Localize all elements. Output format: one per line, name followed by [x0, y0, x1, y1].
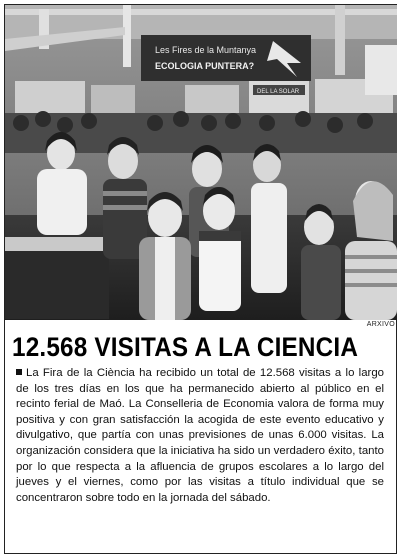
booth-sign: DEL LA SOLAR — [257, 89, 300, 95]
crowd-photo-illustration — [5, 5, 397, 320]
news-photo — [5, 5, 397, 320]
banner-line-2: ECOLOGIA PUNTERA? — [155, 61, 255, 71]
photo-credit: ARXIVO — [366, 321, 395, 328]
banner-line-1: Les Fires de la Muntanya — [155, 45, 257, 55]
article-body-text: La Fira de la Ciència ha recibido un total de 12.568 visitas a lo largo de los tres días en los que ha permanecido abierto al público en el recinto ferial de Maó. La Conselleria de Economia valora de forma muy positiva y con gran satisfacción la acogida de este evento educativo y divulgativo, que partía con unas previsiones de unas 6.000 visitas. La organización considera que la iniciativa ha sido un verdadero éxito, tanto por lo que respecta a la afluencia de grupos escolares a lo largo del jueves y el viernes, como por las visitas a título individual que se concentraron sobre todo en la jornada del sábado. — [16, 367, 384, 504]
headline: 12.568 VISITAS A LA CIENCIA — [12, 332, 359, 362]
square-bullet-icon — [16, 369, 22, 375]
article-body — [16, 366, 384, 506]
